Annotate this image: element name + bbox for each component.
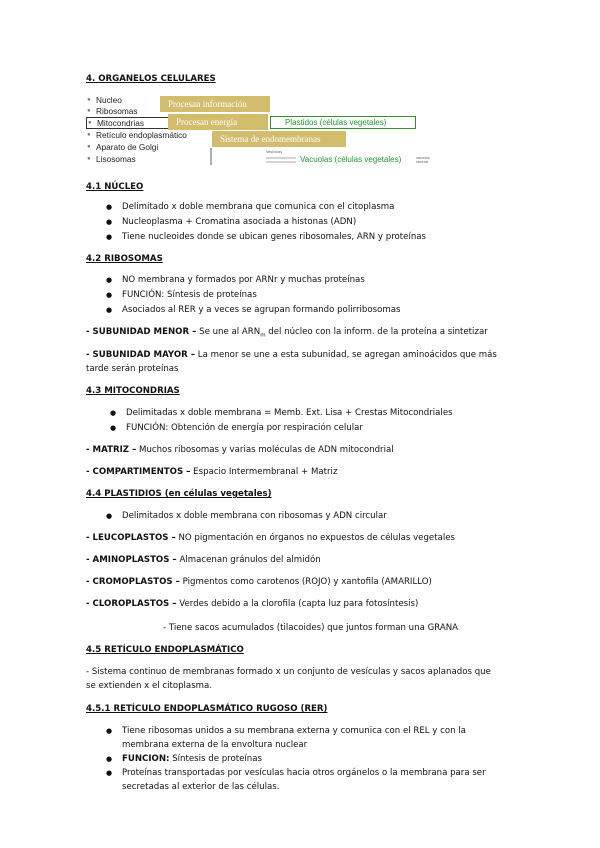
list-item: ● Retículo endoplasmático (87, 130, 187, 140)
paragraph-leucoplastos: - LEUCOPLASTOS – NO pigmentación en órganos no expuestos de células vegetales (86, 533, 455, 543)
bullet-icon: ● (110, 424, 117, 432)
paragraph-subunidad-mayor: - SUBUNIDAD MAYOR – La menor se une a esta subunidad, se agregan aminoácidos que más (86, 350, 497, 360)
heading-reticulo: 4.5 RETÍCULO ENDOPLASMÁTICO (86, 645, 244, 655)
paragraph-matriz: - MATRIZ – Muchos ribosomas y varias moléculas de ADN mitocondrial (86, 445, 394, 455)
tiny-label-vacuole: vacuola central (416, 156, 430, 164)
bullet-text: FUNCIÓN: Síntesis de proteínas (122, 290, 257, 300)
bullet-icon: ● (106, 203, 113, 211)
bullet-icon: ● (87, 132, 91, 138)
bullet-icon: ● (87, 156, 91, 162)
bullet-text: Tiene ribosomas unidos a su membrana externa y comunica con el REL y con la (122, 726, 466, 736)
bullet-icon: ● (110, 409, 117, 417)
bullet-icon: ● (106, 755, 113, 763)
bullet-icon: ● (106, 306, 113, 314)
term-label: - MATRIZ – (86, 445, 137, 455)
paragraph-subunidad-menor: - SUBUNIDAD MENOR – Se une al $ARN_m$ del núcleo con la inform. de la proteína a sintetizar (86, 327, 488, 339)
plastids-box: Plastidos (células vegetales) (270, 116, 416, 129)
bullet-text-continued: membrana externa de la envoltura nuclear (122, 740, 308, 750)
heading-ribosomas: 4.2 RIBOSOMAS (86, 254, 163, 264)
term-label: - SUBUNIDAD MAYOR – (86, 350, 196, 360)
bullet-text-continued: secretadas al exterior de las células. (122, 782, 280, 792)
term-label: - CLOROPLASTOS – (86, 599, 177, 609)
heading-nucleo: 4.1 NÚCLEO (86, 182, 144, 192)
bullet-icon: ● (88, 120, 92, 126)
bullet-text: Delimitadas x doble membrana = Memb. Ext. Lisa + Crestas Mitocondriales (126, 408, 453, 418)
box-info: Procesan información (160, 96, 270, 112)
paragraph-aminoplastos: - AMINOPLASTOS – Almacenan gránulos del almidón (86, 555, 321, 565)
bullet-text: FUNCION: Síntesis de proteínas (122, 754, 263, 764)
paragraph-cloroplastos: - CLOROPLASTOS – Verdes debido a la clorofila (capta luz para fotosíntesis) (86, 599, 419, 609)
heading-plastidios: 4.4 PLASTIDIOS (en células vegetales) (86, 489, 272, 499)
bullet-text: NO membrana y formados por ARNr y muchas proteínas (122, 275, 365, 285)
vacuoles-label: Vacuolas (células vegetales) (300, 155, 402, 164)
bullet-text: Asociados al RER y a veces se agrupan formando polirribosomas (122, 305, 401, 315)
bullet-text: Nucleoplasma + Cromatina asociada a histonas (ADN) (122, 217, 357, 227)
box-energy: Procesan energía (168, 114, 268, 130)
paragraph-cromoplastos: - CROMOPLASTOS – Pigmentos como carotenos (ROJO) y xantofila (AMARILLO) (86, 577, 432, 587)
organelles-diagram (86, 94, 432, 166)
paragraph-grana-note: - Tiene sacos acumulados (tilacoides) que juntos forman una GRANA (163, 623, 459, 633)
term-label: FUNCION: (122, 754, 170, 764)
tiny-label-vesicles: Vesículas (266, 150, 283, 154)
bullet-text: Delimitados x doble membrana con ribosomas y ADN circular (122, 511, 387, 521)
term-label: - LEUCOPLASTOS – (86, 533, 176, 543)
section-title: 4. ORGANELOS CELULARES (86, 74, 216, 84)
list-item: ● Lisosomas (87, 154, 136, 164)
heading-mitocondrias: 4.3 MITOCONDRIAS (86, 386, 180, 396)
bullet-icon: ● (106, 291, 113, 299)
term-label: - CROMOPLASTOS – (86, 577, 180, 587)
term-label: - COMPARTIMENTOS – (86, 467, 191, 477)
box-membranes: Sistema de endomembranas (212, 131, 346, 147)
paragraph-line: tarde serán proteínas (86, 364, 179, 374)
bullet-icon: ● (106, 512, 113, 520)
list-item: ● Mitocondrias (86, 117, 208, 129)
bullet-icon: ● (106, 276, 113, 284)
term-label: - AMINOPLASTOS – (86, 555, 177, 565)
bullet-text: Delimitado x doble membrana que comunica con el citoplasma (122, 202, 395, 212)
bullet-icon: ● (106, 218, 113, 226)
bullet-text: FUNCIÓN: Obtención de energía por respiración celular (126, 423, 363, 433)
bullet-text: Proteínas transportadas por vesículas hacia otros orgánelos o la membrana para ser (122, 768, 486, 778)
bullet-icon: ● (106, 233, 113, 241)
bullet-text: Tiene nucleoides donde se ubican genes ribosomales, ARN y proteínas (122, 232, 427, 242)
bullet-icon: ● (87, 144, 91, 150)
list-item: ● Nucleo (87, 95, 122, 105)
paragraph-line: se extienden x el citoplasma. (86, 681, 213, 691)
bullet-icon: ● (87, 108, 91, 114)
term-label: - SUBUNIDAD MENOR – (86, 327, 197, 337)
heading-rer: 4.5.1 RETÍCULO ENDOPLASMÁTICO RUGOSO (RER) (86, 704, 328, 714)
bullet-icon: ● (106, 727, 113, 735)
bullet-icon: ● (106, 769, 113, 777)
paragraph-line: - Sistema continuo de membranas formado x un conjunto de vesículas y sacos aplanados que (86, 667, 491, 677)
paragraph-compartimentos: - COMPARTIMENTOS – Espacio Intermembranal + Matriz (86, 467, 338, 477)
list-item: ● Aparato de Golgi (87, 142, 159, 152)
bullet-icon: ● (87, 97, 91, 103)
list-item: ● Ribosomas (87, 106, 138, 116)
